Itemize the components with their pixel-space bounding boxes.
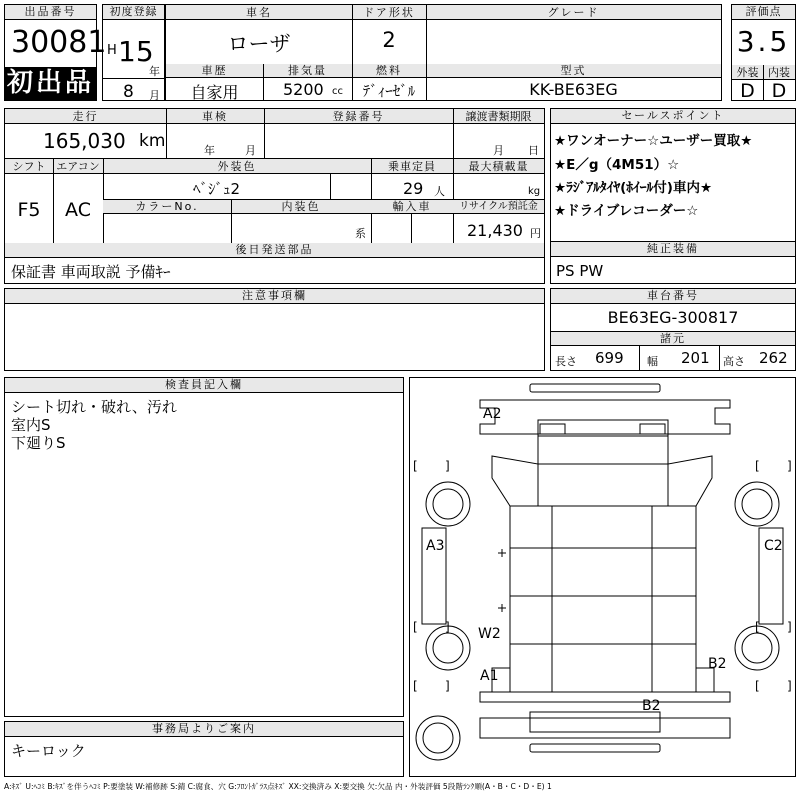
- shift-label: シフト: [12, 160, 46, 173]
- inspector-line-2: 室内S: [11, 416, 51, 434]
- legend: A:ｷｽﾞ U:ﾍｺﾐ B:ｷｽﾞを伴うﾍｺﾐ P:要塗装 W:補修跡 S:錆 C:腐食、穴 G:ﾌﾛﾝﾄｶﾞﾗｽ点ｷｽﾞ XX:交換済み X:要交換 欠:欠品 内・外装評価 5段階ﾗﾝｸ順(A・B・C・D・E) 1: [4, 782, 552, 791]
- year-unit: 年: [149, 65, 160, 78]
- chassis-number: BE63EG-300817: [607, 308, 739, 327]
- rear-bumper-top: [480, 692, 730, 702]
- recycle-label: リサイクル預託金: [459, 201, 538, 212]
- svg-text:]: ]: [787, 679, 792, 693]
- mileage-unit: km: [139, 131, 166, 151]
- lot-label: 出品番号: [5, 5, 96, 20]
- front-light-left: [540, 424, 565, 434]
- interior-score: D: [771, 80, 787, 102]
- height-value: 262: [759, 349, 788, 367]
- import-label: 輸入車: [392, 200, 432, 213]
- inspector-line-3: 下廻りS: [11, 434, 66, 452]
- front-panel: [480, 400, 730, 434]
- month-unit: 月: [149, 89, 160, 102]
- score-label: 評価点: [732, 5, 795, 20]
- later-parts-box: [4, 257, 545, 284]
- interior-color-label: 内装色: [281, 200, 321, 213]
- vehicle-info-box: [165, 4, 722, 101]
- car-name: ローザ: [227, 32, 291, 56]
- fuel-value: ﾃﾞｨｰｾﾞﾙ: [362, 82, 416, 100]
- sales-points-label: セールスポイント: [551, 109, 795, 124]
- capacity-unit: 人: [434, 185, 445, 198]
- inspection-label: 車検: [202, 110, 228, 123]
- rear-bottom: [530, 744, 660, 752]
- office-box: [4, 721, 404, 777]
- length-label: 長さ: [555, 355, 577, 368]
- mark-a1: A1: [480, 668, 499, 684]
- first-registration-box: [102, 4, 165, 101]
- model-value: KK-BE63EG: [529, 80, 618, 99]
- inspection-year-unit: 年: [204, 144, 215, 157]
- mark-b2-right: B2: [708, 656, 727, 672]
- fuel-label: 燃料: [376, 64, 402, 77]
- mark-a3: A3: [426, 538, 445, 554]
- front-left-corner: [492, 456, 538, 506]
- first-listing-badge: 初出品: [6, 68, 94, 98]
- notes-label: 注意事項欄: [5, 289, 544, 304]
- first-reg-label: 初度登録: [103, 5, 164, 20]
- door-value: 2: [382, 28, 396, 52]
- vehicle-diagram: [409, 377, 796, 777]
- svg-text:[: [: [755, 620, 760, 634]
- body-outline: [510, 506, 696, 692]
- sales-point-1: ★ワンオーナー☆ユーザー買取★: [554, 133, 753, 149]
- displacement-label: 排気量: [288, 64, 327, 77]
- registration-label: 登録番号: [332, 110, 385, 123]
- displacement-value: 5200: [283, 80, 324, 99]
- roof: [552, 506, 652, 692]
- later-parts-value: 保証書 車両取説 予備ｷｰ: [11, 263, 171, 281]
- recycle-unit: 円: [530, 227, 541, 240]
- sales-point-4: ★ドライブレコーダー☆: [554, 203, 699, 219]
- max-load-unit: kg: [528, 186, 541, 197]
- sales-points-box: [550, 108, 796, 242]
- exterior-score: D: [740, 80, 755, 102]
- equipment-value: PS PW: [556, 262, 604, 280]
- svg-text:[: [: [413, 620, 418, 634]
- car-name-label: 車名: [246, 6, 272, 19]
- dims-label: 諸元: [660, 332, 686, 345]
- front-light-right: [640, 424, 665, 434]
- front-right-corner: [668, 456, 712, 506]
- exterior-color-value: ﾍﾞｼﾞｭ2: [192, 180, 241, 198]
- height-label: 高さ: [723, 355, 745, 368]
- door-label: ドア形状: [363, 6, 415, 19]
- sales-point-3: ★ﾗｼﾞｱﾙﾀｲﾔ(ﾎｲｰﾙ付)車内★: [554, 180, 713, 196]
- front-bumper-top: [530, 384, 660, 392]
- mileage-label: 走行: [72, 110, 99, 123]
- inspector-line-1: シート切れ・破れ、汚れ: [11, 398, 177, 416]
- svg-text:]: ]: [787, 459, 792, 473]
- capacity-value: 29: [403, 179, 424, 198]
- lot-number: 30081: [11, 25, 107, 60]
- later-parts-label: 後日発送部品: [235, 243, 314, 256]
- transfer-label: 譲渡書類期限: [465, 110, 532, 123]
- shift-value: F5: [17, 199, 41, 221]
- lot-box: [4, 4, 107, 101]
- mileage-value: 165,030: [43, 129, 126, 153]
- transfer-month-unit: 月: [493, 144, 504, 157]
- chassis-box: [550, 288, 796, 371]
- grade-label: グレード: [547, 6, 600, 19]
- color-no-label: カラーNo.: [135, 200, 199, 213]
- office-value: キーロック: [11, 742, 86, 760]
- exterior-score-label: 外装: [736, 66, 759, 79]
- interior-color-unit: 系: [355, 227, 366, 240]
- sales-point-2: ★E／g（4M51）☆: [554, 157, 680, 173]
- svg-text:]: ]: [445, 679, 450, 693]
- ac-label: エアコン: [56, 160, 100, 173]
- chassis-label: 車台番号: [551, 289, 795, 304]
- equipment-box: [550, 241, 796, 284]
- width-value: 201: [681, 349, 710, 367]
- capacity-label: 乗車定員: [388, 160, 436, 173]
- svg-text:[: [: [755, 459, 760, 473]
- first-reg-month: 8: [123, 82, 134, 102]
- score-value: 3.5: [736, 25, 791, 58]
- svg-text:]: ]: [445, 459, 450, 473]
- inspector-label: 検査員記入欄: [5, 378, 403, 393]
- svg-text:]: ]: [787, 620, 792, 634]
- mark-a2: A2: [483, 406, 502, 422]
- mark-b2-rear: B2: [642, 698, 661, 714]
- windshield: [538, 436, 668, 464]
- rear-bumper: [480, 718, 730, 738]
- svg-text:[: [: [413, 459, 418, 473]
- width-label: 幅: [647, 355, 658, 368]
- max-load-label: 最大積載量: [468, 160, 529, 173]
- era: H: [107, 43, 117, 58]
- bus-diagram-svg: [410, 378, 795, 776]
- svg-text:[: [: [755, 679, 760, 693]
- office-label: 事務局よりご案内: [5, 722, 403, 737]
- displacement-unit: cc: [332, 86, 343, 97]
- equipment-label: 純正装備: [551, 242, 795, 257]
- first-reg-year: 15: [118, 35, 154, 68]
- notes-box: [4, 288, 545, 371]
- svg-text:[: [: [413, 679, 418, 693]
- rear-panel: [530, 712, 660, 732]
- history-label: 車歴: [201, 64, 228, 77]
- ac-value: AC: [65, 199, 91, 221]
- recycle-fee: 21,430: [467, 221, 523, 240]
- inspection-month-unit: 月: [245, 144, 256, 157]
- interior-score-label: 内装: [768, 66, 790, 79]
- exterior-color-label: 外装色: [217, 160, 257, 173]
- mark-w2: W2: [478, 626, 501, 642]
- length-value: 699: [595, 349, 624, 367]
- history-value: 自家用: [190, 83, 239, 102]
- model-label: 型式: [560, 64, 587, 77]
- vehicle-details-box: [4, 108, 545, 258]
- svg-text:]: ]: [445, 620, 450, 634]
- transfer-day-unit: 日: [528, 144, 539, 157]
- mark-c2: C2: [764, 538, 783, 554]
- score-box: [731, 4, 796, 101]
- inspector-box: [4, 377, 404, 717]
